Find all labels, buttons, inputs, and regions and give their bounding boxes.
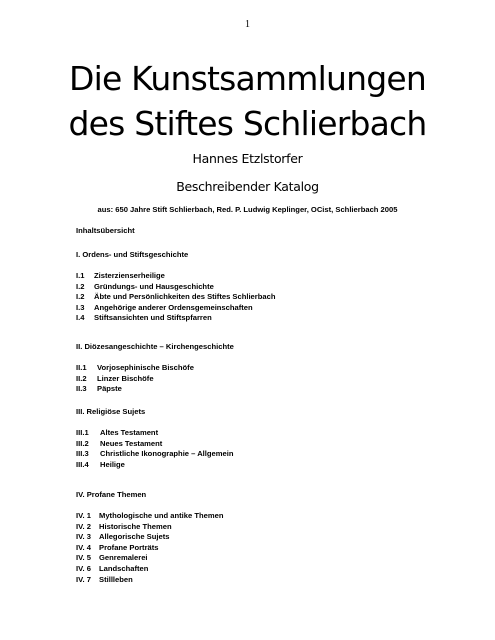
toc-item-number: IV. 7	[76, 574, 91, 584]
toc-item-label: Vorjosephinische Bischöfe	[97, 363, 194, 372]
toc-item-label: Mythologische und antike Themen	[99, 511, 224, 520]
document-title	[0, 56, 495, 146]
toc-item-label: Historische Themen	[99, 521, 172, 531]
toc-item-number: I.2	[76, 292, 85, 302]
toc-item-number: IV. 2	[76, 521, 91, 531]
toc-item-number: I.4	[76, 313, 85, 323]
toc-item-number: IV. 6	[76, 564, 91, 573]
toc-item-label: Äbte und Persönlichkeiten des Stiftes Schlierbach	[94, 292, 276, 302]
document-title-line-1: Die Kunstsammlungen	[68, 59, 426, 98]
toc-item-label: Gründungs- und Hausgeschichte	[94, 281, 214, 291]
toc-heading: Inhaltsübersicht	[76, 226, 135, 235]
toc-item-number: IV. 1	[76, 511, 91, 520]
toc-item-label: Altes Testament	[100, 428, 159, 437]
source-note: aus: 650 Jahre Stift Schlierbach, Red. P. Ludwig Keplinger, OCist, Schlierbach 2005	[97, 205, 398, 214]
toc-item-label: Angehörige anderer Ordensgemeinschaften	[94, 302, 253, 312]
toc-item-number: III.2	[76, 438, 89, 448]
author: Hannes Etzlstorfer	[192, 151, 303, 166]
toc-item-label: Linzer Bischöfe	[97, 373, 154, 383]
toc-item-number: II.2	[76, 373, 87, 383]
toc-section-title: III. Religiöse Sujets	[76, 407, 146, 416]
toc-section-title: I. Ordens- und Stiftsgeschichte	[76, 250, 189, 259]
toc-item-label: Stiftsansichten und Stiftspfarren	[94, 313, 212, 323]
toc-item-number: II.3	[76, 384, 87, 394]
toc-item-number: III.3	[76, 449, 89, 459]
toc-item-label: Stillleben	[99, 574, 133, 584]
page-number: 1	[245, 19, 250, 30]
toc-item-number: III.4	[76, 459, 89, 469]
toc-item-label: Neues Testament	[100, 438, 163, 448]
toc-item-number: I.3	[76, 302, 85, 312]
toc-item-label: Christliche Ikonographie – Allgemein	[100, 449, 234, 459]
toc-item-number: IV. 3	[76, 532, 91, 542]
toc-item-number: IV. 4	[76, 542, 91, 552]
toc-item-number: I.1	[76, 271, 85, 280]
toc-item-number: III.1	[76, 428, 89, 437]
toc-item-number: I.2	[76, 281, 85, 291]
toc-section-title: II. Diözesangeschichte – Kirchengeschichte	[76, 342, 234, 351]
toc-item-label: Heilige	[100, 459, 125, 469]
toc-item-number: IV. 5	[76, 553, 91, 563]
toc-item-label: Genremalerei	[99, 553, 148, 563]
toc-item-label: Allegorische Sujets	[99, 532, 170, 542]
document-title-line-2: des Stiftes Schlierbach	[68, 104, 427, 143]
toc-item-number: II.1	[76, 363, 87, 372]
toc-item-label: Päpste	[97, 384, 122, 394]
toc-item-label: Profane Porträts	[99, 542, 159, 552]
toc-section-title: IV. Profane Themen	[76, 490, 147, 499]
toc-item-label: Landschaften	[99, 564, 149, 573]
toc-item-label: Zisterzienserheilige	[94, 271, 165, 280]
subtitle: Beschreibender Katalog	[176, 179, 319, 194]
